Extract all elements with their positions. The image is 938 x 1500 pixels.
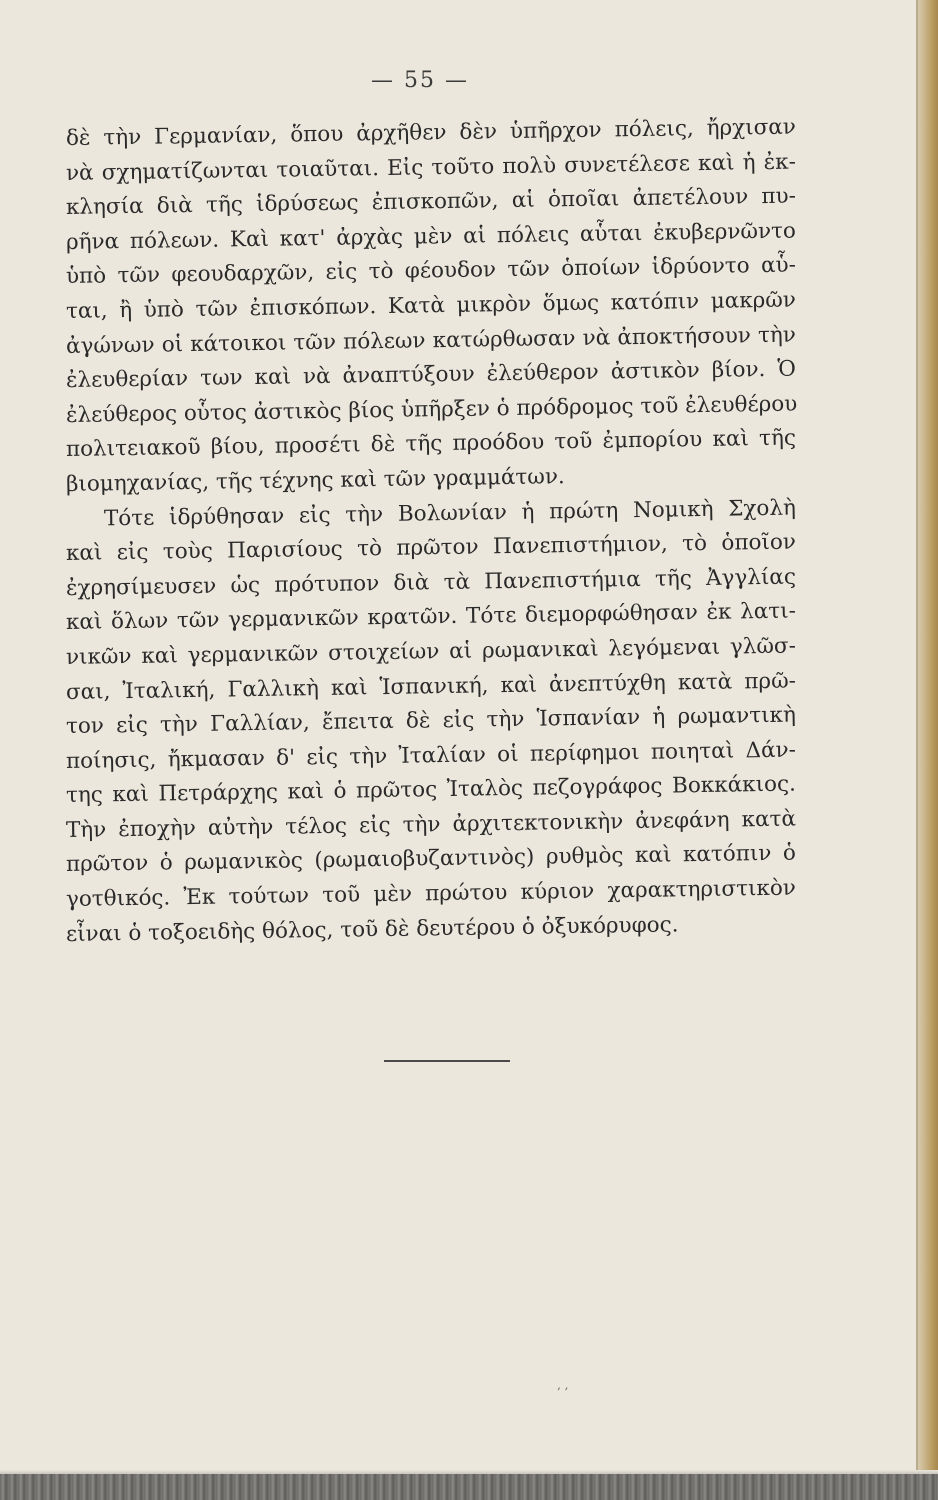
text-line: ἐχρησίμευσεν ὡς πρότυπον διὰ τὰ Πανεπιστήμια τῆς Ἀγγλίας (65, 564, 797, 601)
stray-ink-mark: ‚ , (557, 1378, 569, 1392)
text-line: ὑπὸ τῶν φεουδαρχῶν, εἰς τὸ φέουδον τῶν ὁποίων ἱδρύοντο αὗ- (65, 252, 797, 290)
text-line: καὶ εἰς τοὺς Παρισίους τὸ πρῶτον Πανεπιστήμιον, τὸ ὁποῖον (65, 529, 797, 567)
text-line: κλησία διὰ τῆς ἱδρύσεως ἐπισκοπῶν, αἱ ὁποῖαι ἀπετέλουν πυ- (65, 183, 797, 221)
text-line: τον εἰς τὴν Γαλλίαν, ἔπειτα δὲ εἰς τὴν Ἱσπανίαν ἡ ρωμαντικὴ (65, 702, 797, 740)
paragraph-2 (65, 495, 797, 953)
text-line: ποίησις, ἤκμασαν δ' εἰς τὴν Ἰταλίαν οἱ περίφημοι ποιηταὶ Δάν- (65, 737, 797, 774)
scanner-bed-strip (0, 1474, 938, 1500)
text-line: δὲ τὴν Γερμανίαν, ὅπου ἀρχῆθεν δὲν ὑπῆρχον πόλεις, ἤρχισαν (65, 114, 797, 151)
text-line: ται, ἢ ὑπὸ τῶν ἐπισκόπων. Κατὰ μικρὸν ὅμως κατόπιν μακρῶν (65, 287, 797, 324)
text-line: πρῶτον ὁ ρωμανικὸς (ρωμαιοβυζαντινὸς) ρυθμὸς καὶ κατόπιν ὁ (65, 841, 797, 878)
text-line: ἐλεύθερος οὗτος ἀστικὸς βίος ὑπῆρξεν ὁ πρόδρομος τοῦ ἐλευθέρου (65, 391, 798, 428)
text-line: νὰ σχηματίζωνται τοιαῦται. Εἰς τοῦτο πολὺ συνετέλεσε καὶ ἡ ἐκ- (65, 149, 797, 186)
text-line: ρῆνα πόλεων. Καὶ κατ' ἀρχὰς μὲν αἱ πόλεις αὗται ἐκυβερνῶντο (65, 218, 797, 255)
text-line: της καὶ Πετράρχης καὶ ὁ πρῶτος Ἰταλὸς πεζογράφος Βοκκάκιος. (65, 771, 797, 809)
text-line: βιομηχανίας, τῆς τέχνης καὶ τῶν γραμμάτων. (65, 464, 565, 497)
text-line: ἐλευθερίαν των καὶ νὰ ἀναπτύξουν ἐλεύθερον ἀστικὸν βίον. Ὁ (65, 356, 797, 394)
page-fold-line (916, 0, 918, 1500)
text-line: καὶ ὅλων τῶν γερμανικῶν κρατῶν. Τότε διεμορφώθησαν ἐκ λατι- (65, 598, 797, 636)
text-line: σαι, Ἰταλική, Γαλλικὴ καὶ Ἱσπανική, καὶ ἀνεπτύχθη κατὰ πρῶ- (65, 668, 797, 705)
section-end-rule (384, 1060, 510, 1062)
page-edge-shadow (916, 0, 938, 1500)
paragraph-1 (65, 114, 798, 503)
text-line: Τότε ἱδρύθησαν εἰς τὴν Βολωνίαν ἡ πρώτη Νομικὴ Σχολὴ (103, 495, 797, 531)
text-line: Τὴν ἐποχὴν αὐτὴν τέλος εἰς τὴν ἀρχιτεκτονικὴν ἀνεφάνη κατὰ (65, 806, 797, 843)
text-line: πολιτειακοῦ βίου, προσέτι δὲ τῆς προόδου τοῦ ἐμπορίου καὶ τῆς (65, 425, 797, 463)
page-number: — 55 — (371, 68, 469, 93)
text-line: γοτθικός. Ἐκ τούτων τοῦ μὲν πρώτου κύριον χαρακτηριστικὸν (65, 875, 797, 913)
text-line: ἀγώνων οἱ κάτοικοι τῶν πόλεων κατώρθωσαν νὰ ἀποκτήσουν τὴν (65, 322, 797, 359)
body-text (65, 114, 798, 952)
text-line: νικῶν καὶ γερμανικῶν στοιχείων αἱ ρωμανικαὶ λεγόμεναι γλῶσ- (65, 633, 797, 670)
text-line: εἶναι ὁ τοξοειδὴς θόλος, τοῦ δὲ δευτέρου ὁ ὀξυκόρυφος. (65, 912, 679, 947)
